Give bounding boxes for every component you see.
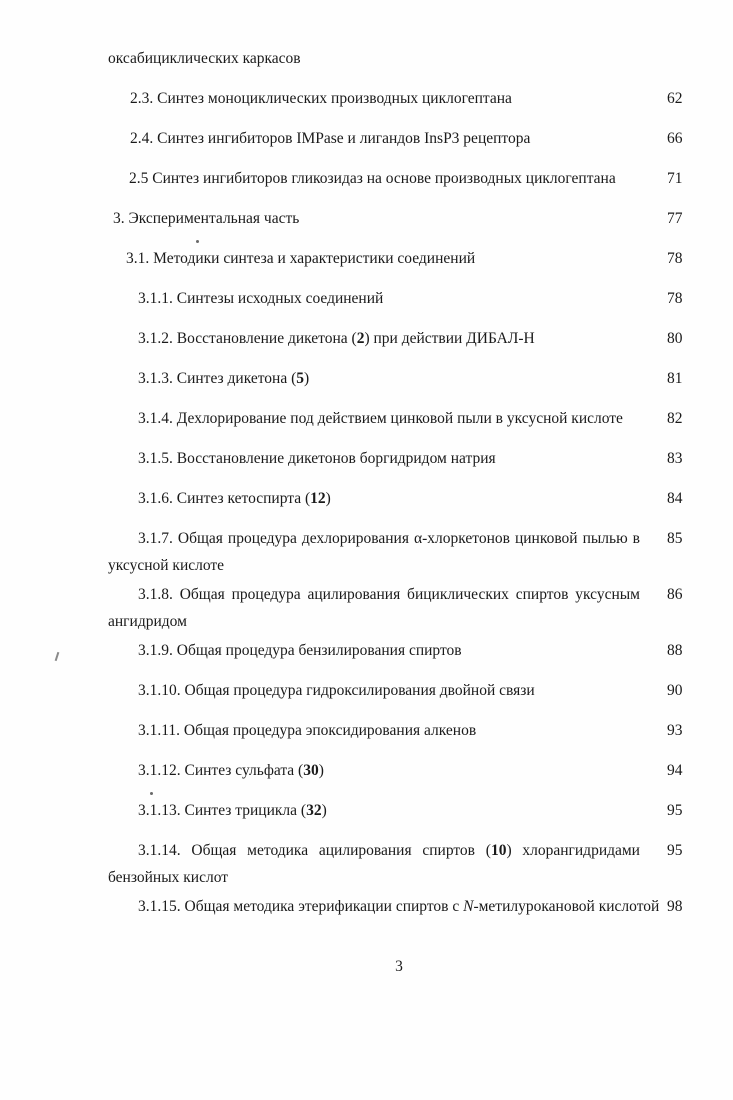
toc-entry-3-1-15 bbox=[108, 893, 690, 920]
toc-entry-text: 3.1.8. Общая процедура ацилирования бициклических спиртов уксусным ангидридом bbox=[108, 586, 640, 630]
toc-entry-text: 3.1.7. Общая процедура дехлорирования α-хлоркетонов цинковой пылью в уксусной кислоте bbox=[108, 530, 640, 574]
toc-entry-text: 2.4. Синтез ингибиторов IMPase и лигандов InsP3 рецептора bbox=[130, 130, 531, 147]
toc-page-number: 88 bbox=[667, 642, 683, 659]
scan-artifact-dot bbox=[150, 792, 153, 795]
toc-entry-3-1-8 bbox=[108, 581, 690, 635]
toc-entry-3 bbox=[108, 205, 690, 232]
toc-entry-3-1-2 bbox=[108, 325, 690, 352]
toc-page-number: 94 bbox=[667, 762, 683, 779]
toc-entry-3-1 bbox=[108, 245, 690, 272]
toc-entry-3-1-9 bbox=[108, 637, 690, 664]
toc-page-number: 80 bbox=[667, 330, 683, 347]
toc-entry-3-1-5 bbox=[108, 445, 690, 472]
toc-entry-2-4 bbox=[108, 125, 690, 152]
toc-entry-text: 3.1.9. Общая процедура бензилирования спиртов bbox=[138, 642, 462, 659]
toc-page-number: 85 bbox=[667, 530, 683, 547]
toc-entry-text: 3.1.13. Синтез трицикла (32) bbox=[138, 802, 327, 819]
toc-entry-3-1-1 bbox=[108, 285, 690, 312]
toc-entry-text: 3.1.15. Общая методика этерификации спиртов с N-метилурокановой кислотой bbox=[138, 898, 660, 915]
toc-entry-text: 3.1.11. Общая процедура эпоксидирования алкенов bbox=[138, 722, 477, 739]
toc-entry-text: 3.1. Методики синтеза и характеристики соединений bbox=[126, 250, 476, 267]
toc-entry-text: 3.1.6. Синтез кетоспирта (12) bbox=[138, 490, 331, 507]
toc-entry-text: 3.1.2. Восстановление дикетона (2) при действии ДИБАЛ-Н bbox=[138, 330, 535, 347]
toc-entry-text: 2.3. Синтез моноциклических производных циклогептана bbox=[130, 90, 512, 107]
toc-page-number: 95 bbox=[667, 802, 683, 819]
toc-page-number: 86 bbox=[667, 586, 683, 603]
toc-page-number: 62 bbox=[667, 90, 683, 107]
toc-entry-3-1-3 bbox=[108, 365, 690, 392]
toc-entry-text: 3. Экспериментальная часть bbox=[113, 210, 300, 227]
toc-page-number: 98 bbox=[667, 898, 683, 915]
toc-entry-3-1-6 bbox=[108, 485, 690, 512]
footer-page-number: 3 bbox=[395, 958, 403, 975]
toc-page-number: 78 bbox=[667, 290, 683, 307]
toc-page-number: 78 bbox=[667, 250, 683, 267]
toc-entry-3-1-4 bbox=[108, 405, 690, 432]
toc-page-number: 90 bbox=[667, 682, 683, 699]
toc-entry-text: 3.1.10. Общая процедура гидроксилирования двойной связи bbox=[138, 682, 535, 699]
toc-entry-3-1-10 bbox=[108, 677, 690, 704]
toc-entry-3-1-7 bbox=[108, 525, 690, 579]
toc-page-number: 82 bbox=[667, 410, 683, 427]
toc-entry-2-5 bbox=[108, 165, 690, 192]
toc-page-number: 95 bbox=[667, 842, 683, 859]
toc-entry-text: оксабициклических каркасов bbox=[108, 50, 301, 67]
toc-entry-2-3 bbox=[108, 85, 690, 112]
toc-entry-text: 3.1.12. Синтез сульфата (30) bbox=[138, 762, 324, 779]
scan-artifact-slash bbox=[55, 652, 60, 661]
toc-entry-2-2-continuation bbox=[108, 45, 690, 72]
scan-artifact-dot bbox=[196, 240, 199, 243]
toc-page-number: 84 bbox=[667, 490, 683, 507]
toc-entry-text: 2.5 Синтез ингибиторов гликозидаз на основе производных циклогептана bbox=[129, 170, 616, 187]
toc-entry-text: 3.1.3. Синтез дикетона (5) bbox=[138, 370, 310, 387]
toc-page-number: 93 bbox=[667, 722, 683, 739]
toc bbox=[108, 45, 690, 933]
toc-page-number: 83 bbox=[667, 450, 683, 467]
toc-entry-text: 3.1.14. Общая методика ацилирования спиртов (10) хлорангидридами бензойных кислот bbox=[108, 842, 640, 886]
toc-entry-3-1-14 bbox=[108, 837, 690, 891]
toc-page-number: 77 bbox=[667, 210, 683, 227]
toc-page-number: 71 bbox=[667, 170, 683, 187]
toc-entry-3-1-11 bbox=[108, 717, 690, 744]
toc-entry-3-1-12 bbox=[108, 757, 690, 784]
toc-entry-3-1-13 bbox=[108, 797, 690, 824]
toc-entry-text: 3.1.4. Дехлорирование под действием цинковой пыли в уксусной кислоте bbox=[138, 410, 623, 427]
toc-page-number: 66 bbox=[667, 130, 683, 147]
toc-page-number: 81 bbox=[667, 370, 683, 387]
toc-entry-text: 3.1.5. Восстановление дикетонов боргидридом натрия bbox=[138, 450, 496, 467]
toc-entry-text: 3.1.1. Синтезы исходных соединений bbox=[138, 290, 384, 307]
